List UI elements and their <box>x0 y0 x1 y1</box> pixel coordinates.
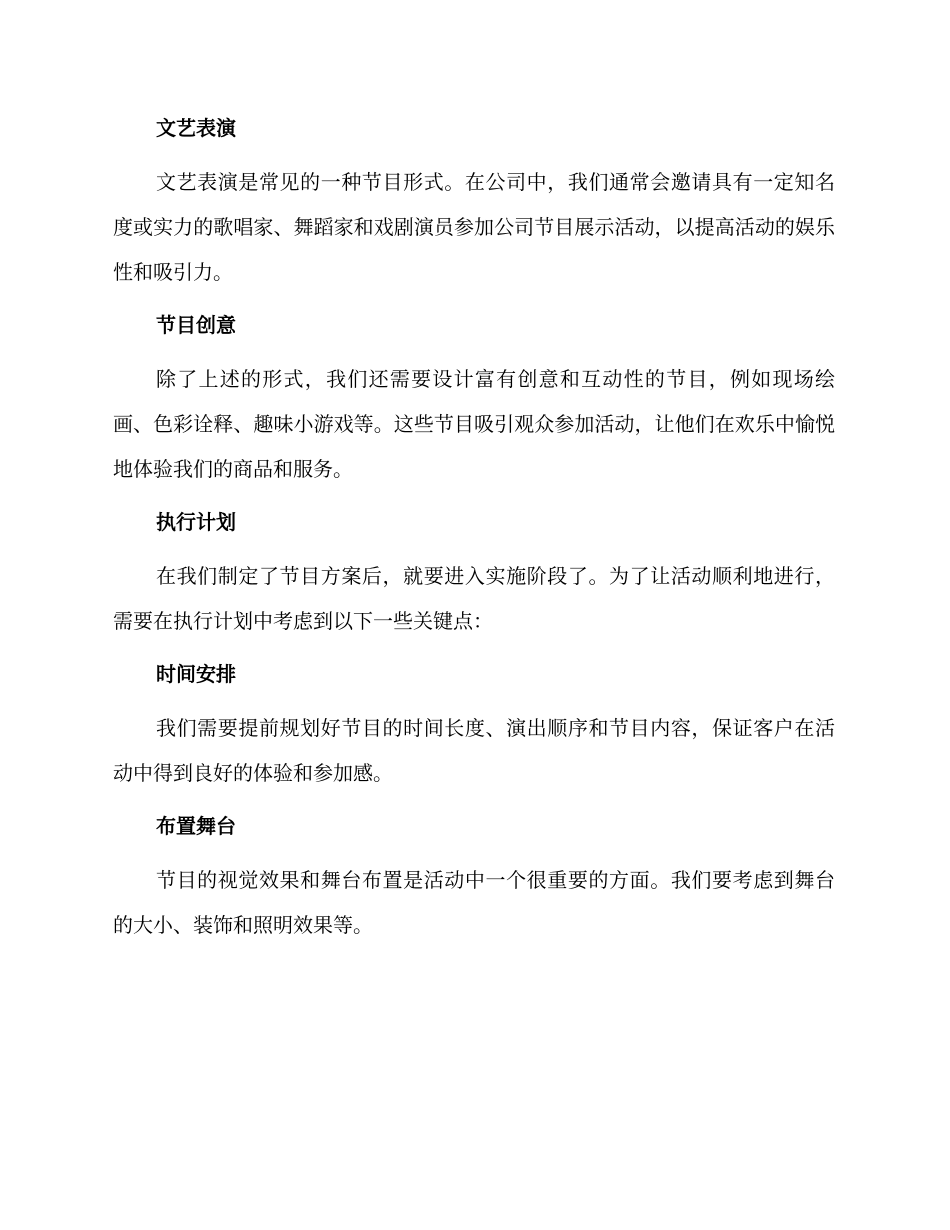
section-paragraph: 在我们制定了节目方案后，就要进入实施阶段了。为了让活动顺利地进行，需要在执行计划中考虑到以下一些关键点： <box>113 564 835 633</box>
section-performance <box>113 110 835 295</box>
section-stage-setup <box>113 808 835 948</box>
section-paragraph: 节目的视觉效果和舞台布置是活动中一个很重要的方面。我们要考虑到舞台的大小、装饰和照明效果等。 <box>113 868 835 937</box>
document-page <box>113 110 835 960</box>
section-heading: 文艺表演 <box>156 116 236 140</box>
section-heading: 时间安排 <box>156 662 236 686</box>
section-heading: 执行计划 <box>156 510 236 534</box>
section-schedule <box>113 656 835 796</box>
section-heading: 节目创意 <box>156 313 236 337</box>
section-paragraph: 我们需要提前规划好节目的时间长度、演出顺序和节目内容，保证客户在活动中得到良好的体验和参加感。 <box>113 716 835 785</box>
section-creativity <box>113 307 835 492</box>
section-paragraph: 除了上述的形式，我们还需要设计富有创意和互动性的节目，例如现场绘画、色彩诠释、趣味小游戏等。这些节目吸引观众参加活动，让他们在欢乐中愉悦地体验我们的商品和服务。 <box>113 367 835 481</box>
section-execution-plan <box>113 504 835 644</box>
section-heading: 布置舞台 <box>156 814 236 838</box>
section-paragraph: 文艺表演是常见的一种节目形式。在公司中，我们通常会邀请具有一定知名度或实力的歌唱家、舞蹈家和戏剧演员参加公司节目展示活动，以提高活动的娱乐性和吸引力。 <box>113 170 835 284</box>
